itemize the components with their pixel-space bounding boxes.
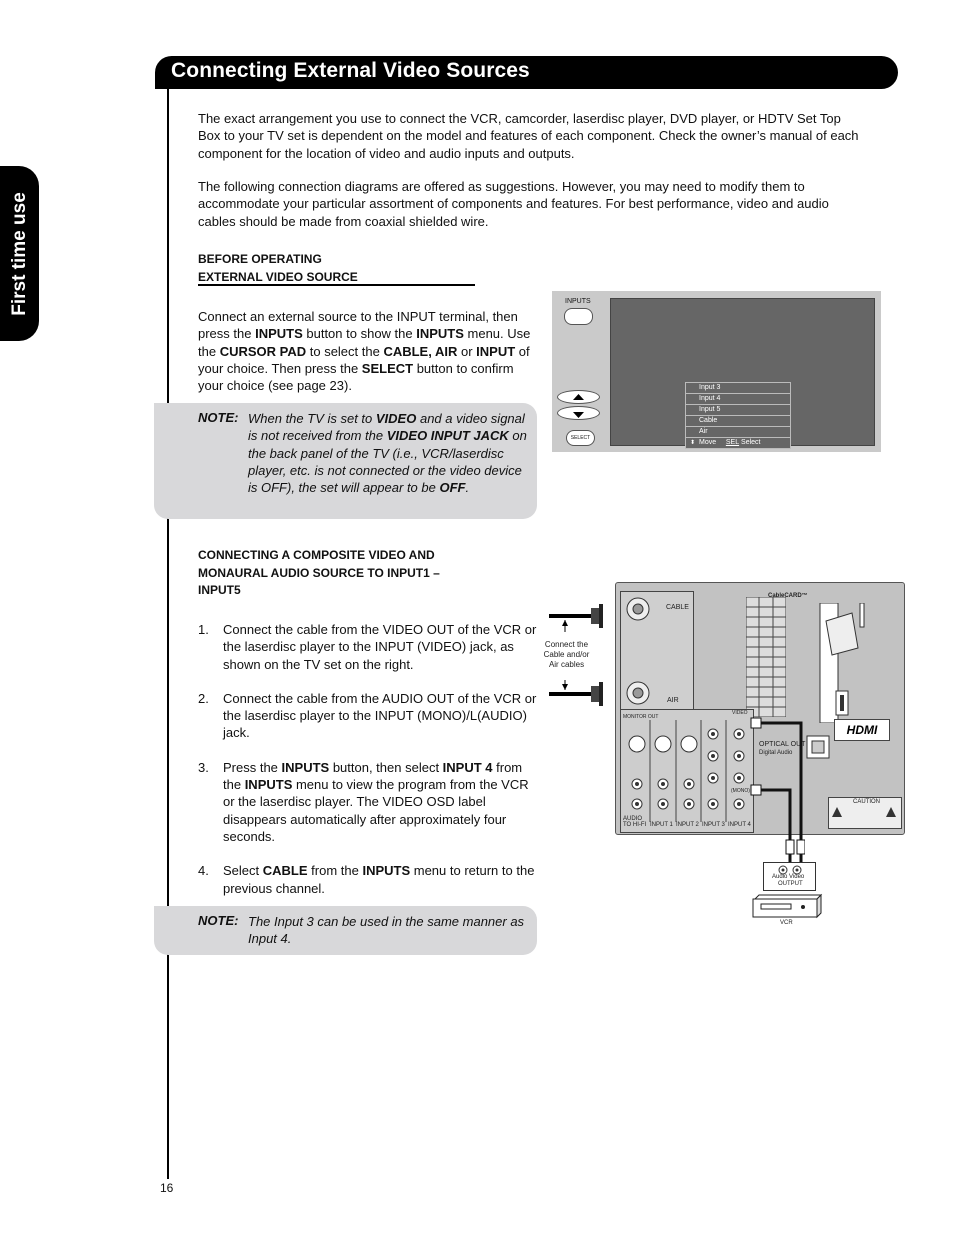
page-number: 16 <box>160 1181 174 1195</box>
side-tab <box>0 166 39 341</box>
warning-icon <box>885 806 897 818</box>
cablecard-slot-icon <box>810 603 900 723</box>
section2-heading-line1: CONNECTING A COMPOSITE VIDEO AND <box>198 548 435 562</box>
video-label: VIDEO <box>732 710 748 716</box>
tv-screen <box>610 298 875 446</box>
rca-jacks-icon <box>623 720 751 822</box>
audio-hifi-label: AUDIO TO HI-FI <box>623 816 647 828</box>
antenna-panel <box>620 591 694 711</box>
cursor-up-icon <box>557 390 600 404</box>
menu-item: Input 5 <box>685 404 791 415</box>
menu-item: Input 3 <box>685 382 791 393</box>
side-tab-label: First time use <box>8 191 30 316</box>
intro-paragraph-1: The exact arrangement you use to connect the VCR, camcorder, laserdisc player, DVD player, or HDTV Set Top Box to your TV set is dependent on the model and features of each component. Check the owner’s manual of each component for the location of video and audio inputs and outputs. <box>198 111 859 161</box>
input-jacks-section <box>620 709 754 833</box>
vcr-output-panel <box>763 862 816 891</box>
vcr-label: VCR <box>780 920 793 926</box>
cable-jack-icon <box>625 596 651 622</box>
av-cables-icon <box>745 715 805 875</box>
inputs-button-icon <box>564 308 593 325</box>
step-2: 2. Connect the cable from the AUDIO OUT of the VCR or the laserdisc player to the INPUT (MONO)/L(AUDIO) jack. <box>198 690 537 741</box>
updown-icon: ⬍ <box>690 440 696 446</box>
section1-heading-line2: EXTERNAL VIDEO SOURCE <box>198 269 358 284</box>
air-jack-icon <box>625 680 651 706</box>
input1-label: INPUT 1 <box>650 822 673 828</box>
mono-label: (MONO) <box>731 788 750 794</box>
digital-audio-label: Digital Audio <box>759 750 793 756</box>
cable-label: CABLE <box>666 604 689 611</box>
input2-label: INPUT 2 <box>676 822 699 828</box>
note-label: NOTE: <box>198 913 239 928</box>
input4-label: INPUT 4 <box>728 822 751 828</box>
menu-item: Input 4 <box>685 393 791 404</box>
optical-label: OPTICAL OUT <box>759 741 806 748</box>
margin-rule <box>167 89 169 1179</box>
section2-heading <box>198 547 440 600</box>
note-label: NOTE: <box>198 410 239 425</box>
connector-grid <box>746 597 786 717</box>
section1-paragraph: Connect an external source to the INPUT terminal, then press the INPUTS button to show the INPUTS menu. Use the CURSOR PAD to select the CABLE, AIR or INPUT of your choice. Then press the SELECT button to confirm your choice (see page 23). <box>198 309 531 394</box>
menu-item: Air <box>685 426 791 437</box>
inputs-button-label: INPUTS <box>565 298 591 305</box>
section1-heading-rule <box>198 284 475 286</box>
note-text-1: When the TV is set to VIDEO and a video signal is not received from the VIDEO INPUT JACK on the back panel of the TV (i.e., VCR/laserdisc player, etc. is not connected or the video device is OFF), the set will appear to be OFF. <box>248 411 527 496</box>
note-box-1 <box>154 403 537 519</box>
down-arrow-icon <box>558 408 599 420</box>
section1-heading-line1: BEFORE OPERATING <box>198 252 322 266</box>
title-bar <box>155 56 898 89</box>
select-button-icon: SELECT <box>566 430 595 446</box>
steps-list <box>198 621 538 914</box>
menu-item: Cable <box>685 415 791 426</box>
hdmi-logo-text: HDMI <box>846 723 878 737</box>
section2-heading-line3: INPUT5 <box>198 583 241 597</box>
cablecard-label: CableCARD™ <box>768 593 808 599</box>
caution-label-box <box>828 797 902 829</box>
terminal-block-icon <box>746 597 786 717</box>
inputs-menu-diagram <box>552 291 881 452</box>
optical-jack-icon <box>806 735 830 759</box>
connect-caption: Connect the Cable and/or Air cables <box>543 640 590 669</box>
air-label: AIR <box>667 697 679 704</box>
step-4: 4. Select CABLE from the INPUTS menu to return to the previous channel. <box>198 863 535 896</box>
cursor-down-icon <box>557 406 600 420</box>
page-title: Connecting External Video Sources <box>171 59 530 82</box>
vcr-output-label-line1: Audio Video <box>772 874 805 880</box>
menu-footer: ⬍ Move SEL Select <box>685 437 791 449</box>
note-text-2: The Input 3 can be used in the same manner as Input 4. <box>248 914 525 947</box>
section2-heading-line2: MONAURAL AUDIO SOURCE TO INPUT1 – <box>198 565 440 580</box>
input3-label: INPUT 3 <box>702 822 725 828</box>
inputs-menu <box>685 382 791 449</box>
note-box-2 <box>154 906 537 955</box>
up-arrow-icon <box>558 392 599 404</box>
monitor-out-label: MONITOR OUT <box>623 714 659 720</box>
vcr-output-label-line2: OUTPUT <box>778 881 803 887</box>
section1-heading <box>198 251 358 286</box>
hdmi-logo <box>834 719 890 741</box>
step-1: 1. Connect the cable from the VIDEO OUT of the VCR or the laserdisc player to the INPUT (VIDEO) jack, as shown on the TV set on the right. <box>198 622 537 672</box>
warning-icon <box>831 806 843 818</box>
step-3: 3. Press the INPUTS button, then select INPUT 4 from the INPUTS menu to view the program from the VCR or the laserdisc player. The VIDEO OSD label disappears automatically after approximately four seconds. <box>198 759 529 844</box>
caution-label: CAUTION <box>853 799 880 805</box>
vcr-device-icon <box>751 893 823 921</box>
intro-paragraph-2: The following connection diagrams are offered as suggestions. However, you may need to modify them to accommodate your particular assortment of components and features. For best performance, video and audio cables should be made from coaxial shielded wire. <box>198 179 829 229</box>
